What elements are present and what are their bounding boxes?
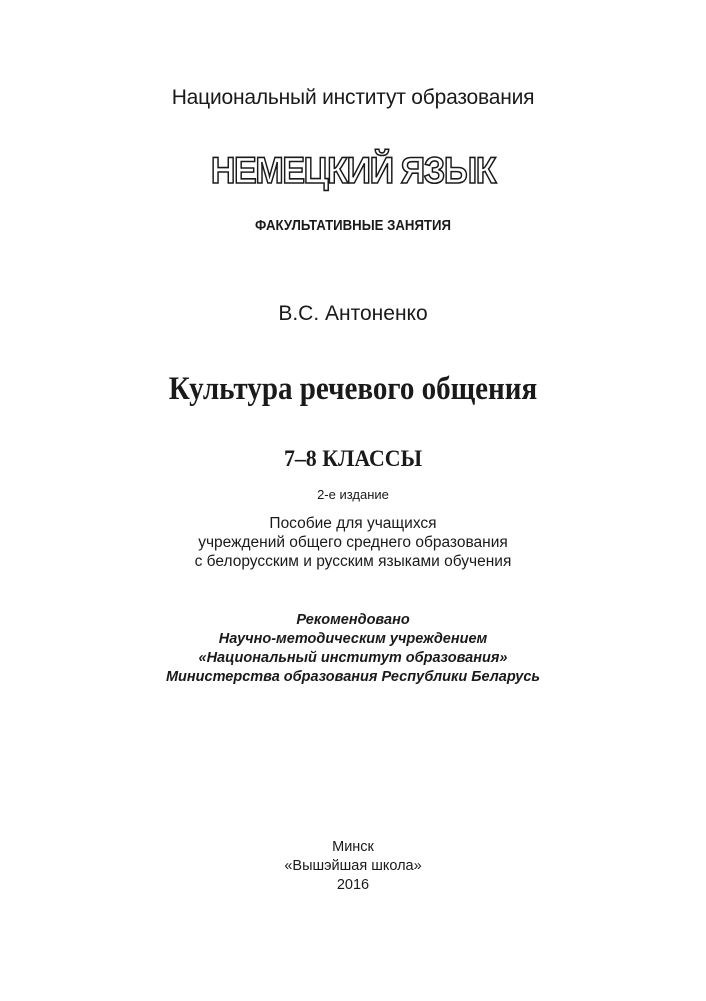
audience-line: с белорусским и русским языками обучения xyxy=(194,553,512,570)
recommendation-line: Рекомендовано xyxy=(296,612,410,628)
audience-description xyxy=(0,514,706,571)
subject-title: НЕМЕЦКИЙ ЯЗЫК xyxy=(210,150,496,191)
grades-label: 7–8 КЛАССЫ xyxy=(283,446,423,471)
audience-line: Пособие для учащихся xyxy=(269,515,437,532)
recommendation-line: Министерства образования Республики Беларусь xyxy=(165,669,541,685)
publisher-name: «Вышэйшая школа» xyxy=(284,858,422,874)
publisher-block xyxy=(0,838,706,895)
recommendation-line: Научно-методическим учреждением xyxy=(218,631,488,647)
institute-name: Национальный институт образования xyxy=(171,86,535,109)
edition-label: 2-е издание xyxy=(317,487,389,502)
publication-year: 2016 xyxy=(336,877,370,893)
recommendation-block xyxy=(0,611,706,687)
course-type: ФАКУЛЬТАТИВНЫЕ ЗАНЯТИЯ xyxy=(255,217,451,234)
publisher-city: Минск xyxy=(332,839,374,855)
book-title: Культура речевого общения xyxy=(168,371,538,407)
audience-line: учреждений общего среднего образования xyxy=(198,534,508,551)
author-name: В.С. Антоненко xyxy=(278,302,428,325)
recommendation-line: «Национальный институт образования» xyxy=(198,650,508,666)
